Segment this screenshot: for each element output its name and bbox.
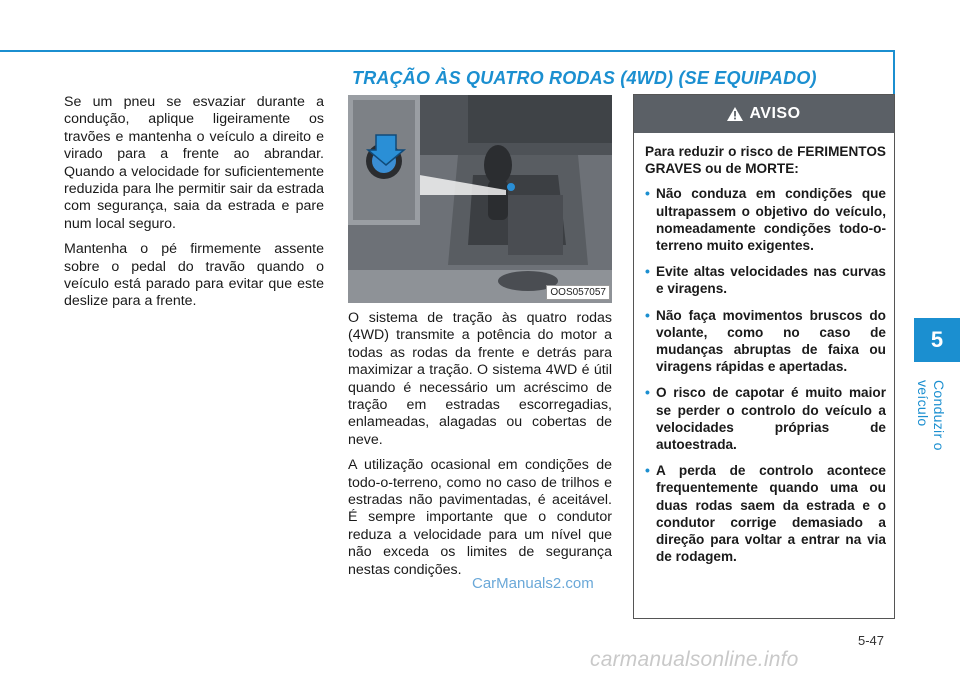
watermark: CarManuals2.com (472, 575, 594, 592)
figure-code: OOS057057 (546, 285, 610, 300)
console-illustration (348, 95, 612, 303)
bullet-icon: • (645, 462, 650, 479)
warning-item: • Evite altas velocidades nas curvas e viragens. (645, 263, 886, 297)
bullet-icon: • (645, 263, 650, 280)
warning-item: • Não faça movimentos bruscos do volante, como no caso de mudanças abruptas de faixa ou viragens rápidas e apertadas. (645, 306, 886, 375)
left-column (64, 94, 324, 319)
bullet-icon: • (645, 185, 650, 202)
warning-triangle-icon (727, 107, 743, 121)
warning-header (634, 95, 894, 133)
chapter-tab: 5 (914, 318, 960, 362)
warning-box (633, 94, 895, 619)
warning-item: • O risco de capotar é muito maior se perder o controlo do veículo a velocidades próprias de autoestrada. (645, 384, 886, 453)
gear-console-figure (348, 95, 612, 303)
bullet-icon: • (645, 384, 650, 401)
warning-title: AVISO (749, 105, 801, 122)
paragraph: O sistema de tração às quatro rodas (4WD) transmite a potência do motor a todas as rodas da frente e detrás para maximizar a tração. O sistema 4WD é útil quando é necessário um acréscimo de tração em estradas escorregadias, enlameadas, alagadas ou cobertas de neve. (348, 310, 612, 448)
header-rule (0, 50, 893, 52)
chapter-label: Conduzir o veículo (915, 380, 947, 451)
paragraph: Se um pneu se esvaziar durante a condução, aplique ligeiramente os travões e mantenha o veículo a direito e virado para a frente ao abrandar. Quando a velocidade for suficientemente reduzida para lhe permitir sair da estrada com segurança, saia da estrada e pare num local seguro. (64, 94, 324, 232)
warning-item: • A perda de controlo acontece frequentemente quando uma ou duas rodas saem da estrada e o condutor corrige demasiado a direção para voltar a entrar na via de rodagem. (645, 462, 886, 565)
warning-list (645, 185, 886, 565)
middle-column (348, 310, 612, 587)
warning-item: • Não conduza em condições que ultrapassem o objetivo do veículo, nomeadamente condições todo-o-terreno muito exigentes. (645, 185, 886, 254)
warning-intro: Para reduzir o risco de FERIMENTOS GRAVES ou de MORTE: (645, 144, 886, 177)
warning-body (634, 133, 894, 565)
paragraph: A utilização ocasional em condições de todo-o-terreno, como no caso de trilhos e estradas não pavimentadas, é aceitável. É sempre importante que o condutor reduza a velocidade para um nível que não exceda os limites de segurança nestas condições. (348, 457, 612, 578)
bullet-icon: • (645, 306, 650, 323)
paragraph: Mantenha o pé firmemente assente sobre o pedal do travão quando o veículo está parado para evitar que este deslize para a frente. (64, 241, 324, 310)
page-number: 5-47 (858, 633, 885, 648)
footer-watermark: carmanualsonline.info (590, 648, 799, 671)
section-title: TRAÇÃO ÀS QUATRO RODAS (4WD) (SE EQUIPADO) (352, 68, 817, 88)
